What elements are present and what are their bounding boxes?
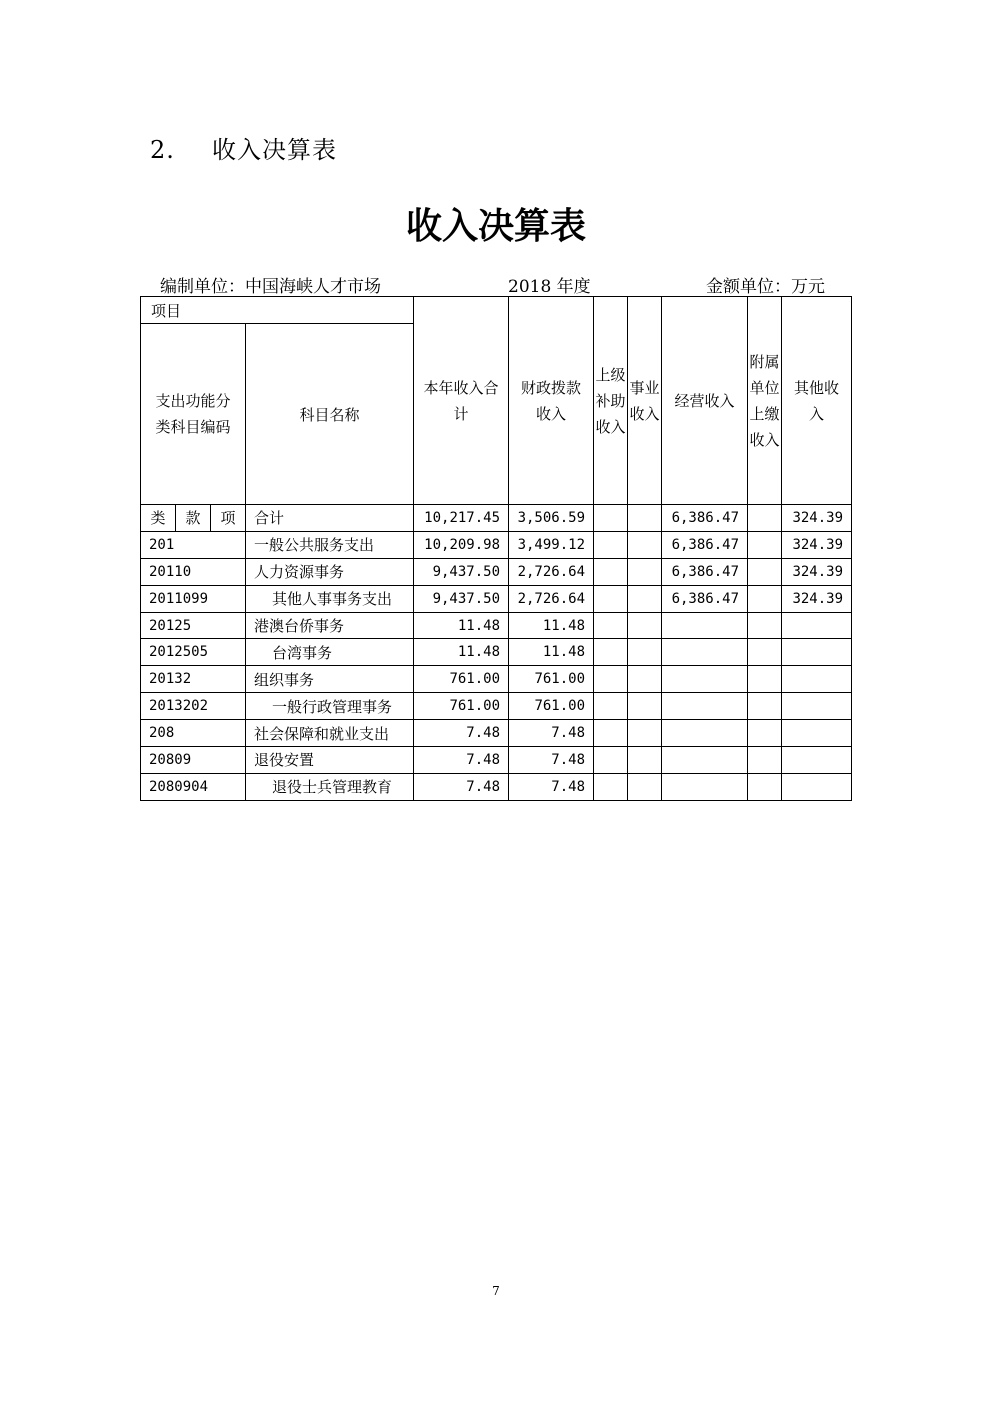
header-fiscal: 财政拨款收入 [509,297,594,505]
header-other: 其他收入 [782,297,852,505]
row-other: 324.39 [782,585,852,612]
row-fiscal: 7.48 [509,773,594,800]
row-fiscal: 2,726.64 [509,585,594,612]
row-other [782,747,852,774]
row-name: 其他人事事务支出 [246,585,414,612]
row-operating [662,747,748,774]
total-name: 合计 [246,505,414,532]
fiscal-year: 2018 年度 [508,277,591,297]
table-row [141,666,852,693]
row-other [782,666,852,693]
row-career [628,720,662,747]
row-code: 2011099 [141,585,246,612]
row-total: 7.48 [414,720,509,747]
header-career: 事业收入 [628,297,662,505]
row-name: 退役安置 [246,747,414,774]
row-name: 港澳台侨事务 [246,612,414,639]
row-superior [594,531,628,558]
row-career [628,666,662,693]
row-code: 20110 [141,558,246,585]
table-row [141,693,852,720]
row-other [782,612,852,639]
row-career [628,747,662,774]
row-operating [662,693,748,720]
row-affiliated [748,666,782,693]
header-func-code: 支出功能分类科目编码 [141,324,246,505]
row-total: 761.00 [414,693,509,720]
total-row [141,505,852,532]
row-total: 11.48 [414,639,509,666]
table-row [141,720,852,747]
row-affiliated [748,693,782,720]
section-title: 收入决算表 [212,136,337,164]
total-career [628,505,662,532]
row-operating [662,612,748,639]
row-name: 台湾事务 [246,639,414,666]
row-code: 2012505 [141,639,246,666]
row-total: 7.48 [414,747,509,774]
row-superior [594,747,628,774]
header-project: 项目 [141,297,414,324]
row-code: 2080904 [141,773,246,800]
row-operating: 6,386.47 [662,558,748,585]
row-career [628,773,662,800]
row-fiscal: 761.00 [509,666,594,693]
row-code: 208 [141,720,246,747]
row-name: 一般公共服务支出 [246,531,414,558]
row-career [628,585,662,612]
row-fiscal: 3,499.12 [509,531,594,558]
row-name: 组织事务 [246,666,414,693]
row-name: 社会保障和就业支出 [246,720,414,747]
document-title: 收入决算表 [405,206,586,247]
row-name: 一般行政管理事务 [246,693,414,720]
total-superior [594,505,628,532]
header-row [141,297,852,324]
total-other: 324.39 [782,505,852,532]
row-code: 20132 [141,666,246,693]
row-career [628,612,662,639]
row-operating [662,773,748,800]
row-total: 10,209.98 [414,531,509,558]
row-code: 20809 [141,747,246,774]
header-superior: 上级补助收入 [594,297,628,505]
row-total: 7.48 [414,773,509,800]
row-superior [594,720,628,747]
total-affiliated [748,505,782,532]
row-fiscal: 7.48 [509,720,594,747]
row-fiscal: 2,726.64 [509,558,594,585]
header-kuan: 款 [176,505,211,532]
row-fiscal: 11.48 [509,612,594,639]
row-affiliated [748,773,782,800]
currency-unit: 金额单位：万元 [706,277,825,297]
row-affiliated [748,585,782,612]
row-other: 324.39 [782,531,852,558]
row-code: 20125 [141,612,246,639]
total-amount: 10,217.45 [414,505,509,532]
section-heading [150,130,337,165]
header-affiliated: 附属单位上缴收入 [748,297,782,505]
row-total: 11.48 [414,612,509,639]
row-superior [594,693,628,720]
table-row [141,585,852,612]
row-other [782,773,852,800]
row-total: 9,437.50 [414,585,509,612]
table-row [141,612,852,639]
table-row [141,747,852,774]
row-total: 761.00 [414,666,509,693]
row-superior [594,585,628,612]
table-row [141,531,852,558]
row-operating: 6,386.47 [662,531,748,558]
row-affiliated [748,531,782,558]
row-code: 201 [141,531,246,558]
row-fiscal: 7.48 [509,747,594,774]
row-fiscal: 11.48 [509,639,594,666]
table-row [141,639,852,666]
row-affiliated [748,612,782,639]
compiling-unit: 编制单位：中国海峡人才市场 [160,277,381,297]
row-affiliated [748,747,782,774]
row-superior [594,612,628,639]
row-career [628,531,662,558]
row-career [628,558,662,585]
table-row [141,773,852,800]
row-operating [662,639,748,666]
row-operating [662,666,748,693]
row-other [782,693,852,720]
page-number: 7 [492,1284,500,1298]
row-superior [594,639,628,666]
total-fiscal: 3,506.59 [509,505,594,532]
row-other: 324.39 [782,558,852,585]
header-subject-name: 科目名称 [246,324,414,505]
header-total: 本年收入合计 [414,297,509,505]
row-affiliated [748,558,782,585]
row-operating: 6,386.47 [662,585,748,612]
row-other [782,720,852,747]
table-row [141,558,852,585]
row-superior [594,666,628,693]
income-statement-table [140,296,852,801]
header-xiang: 项 [211,505,246,532]
header-lei: 类 [141,505,176,532]
total-operating: 6,386.47 [662,505,748,532]
row-affiliated [748,720,782,747]
row-name: 退役士兵管理教育 [246,773,414,800]
section-number: 2. [150,136,175,164]
row-other [782,639,852,666]
row-superior [594,558,628,585]
row-code: 2013202 [141,693,246,720]
row-name: 人力资源事务 [246,558,414,585]
header-operating: 经营收入 [662,297,748,505]
row-career [628,639,662,666]
row-total: 9,437.50 [414,558,509,585]
row-superior [594,773,628,800]
row-affiliated [748,639,782,666]
row-fiscal: 761.00 [509,693,594,720]
row-operating [662,720,748,747]
row-career [628,693,662,720]
